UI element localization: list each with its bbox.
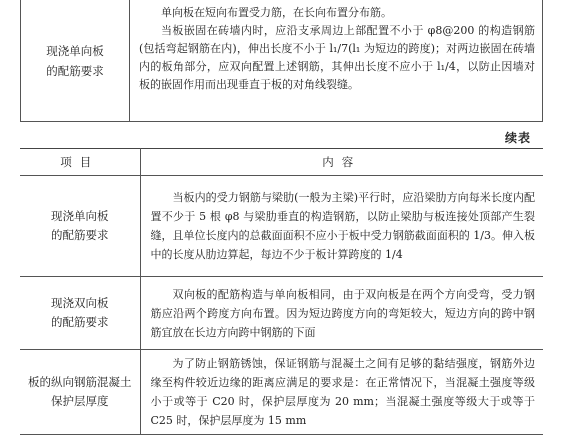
fragment-paragraph: 单向板在短向布置受力筋，在长向布置分布筋。	[161, 6, 392, 19]
row-content-text: 双向板的配筋构造与单向板相同，由于双向板是在两个方向受弯，受力钢筋应沿两个跨度方向布置。因为短边跨度方向的弯矩较大，短边方向的跨中钢筋宜放在长边方向跨中钢筋的下面	[150, 287, 535, 339]
row-content	[140, 350, 543, 435]
table-header-row	[20, 149, 543, 176]
fragment-content-cell	[139, 4, 535, 94]
fragment-label-line: 现浇单向板	[46, 43, 104, 58]
row-content-text: 为了防止钢筋锈蚀，保证钢筋与混凝土之间有足够的黏结强度，钢筋外边缘至构件较近边缘的距离应满足的要求是：在正常情况下，当混凝土强度等级小于或等于 C20 时，保护层厚度为 20 mm；当混凝土强度等级大于或等于 C25 时，保护层厚度为 15 mm	[150, 357, 535, 427]
row-label-line: 现浇单向板	[51, 209, 109, 223]
row-label-line: 现浇双向板	[51, 296, 109, 310]
row-label-line: 的配筋要求	[51, 315, 109, 329]
row-label-line: 板的纵向钢筋混凝土	[28, 375, 132, 389]
row-content	[140, 277, 543, 350]
header-item: 项目	[20, 149, 140, 176]
table-row	[20, 277, 543, 350]
row-label	[20, 176, 140, 277]
row-label	[20, 350, 140, 435]
table-row	[20, 350, 543, 435]
row-content	[140, 176, 543, 277]
continued-fragment	[20, 0, 543, 122]
row-label	[20, 277, 140, 350]
requirements-table	[20, 148, 543, 435]
row-label-line: 保护层厚度	[51, 394, 109, 408]
fragment-label-cell	[21, 0, 130, 121]
fragment-label-line: 的配筋要求	[46, 63, 104, 78]
table-row	[20, 176, 543, 277]
row-label-line: 的配筋要求	[51, 228, 109, 242]
header-content: 内容	[140, 149, 543, 176]
continued-table-label: 续表	[504, 131, 531, 145]
fragment-paragraph: 当板嵌固在砖墙内时，应沿支承周边上部配置不小于 φ8@200 的构造钢筋(包括弯起钢筋在内)，伸出长度不小于 l₁/7(l₁ 为短边的跨度)；对两边嵌固在砖墙内的板角部分，应双向配置上述钢筋，其伸出长度不应小于 l₁/4，以防止因墙对板的嵌固作用而出现垂直于板的对角线裂缝。	[139, 24, 535, 91]
row-content-text: 当板内的受力钢筋与梁肋(一般为主梁)平行时，应沿梁肋方向每米长度内配置不少于 5 根 φ8 与梁肋垂直的构造钢筋，以防止梁肋与板连接处顶部产生裂缝，且单位长度内的总截面面积不应小于板中受力钢筋截面面积的 1/3。伸入板中的长度从肋边算起，每边不少于板计算跨度的 1/4	[150, 191, 535, 261]
